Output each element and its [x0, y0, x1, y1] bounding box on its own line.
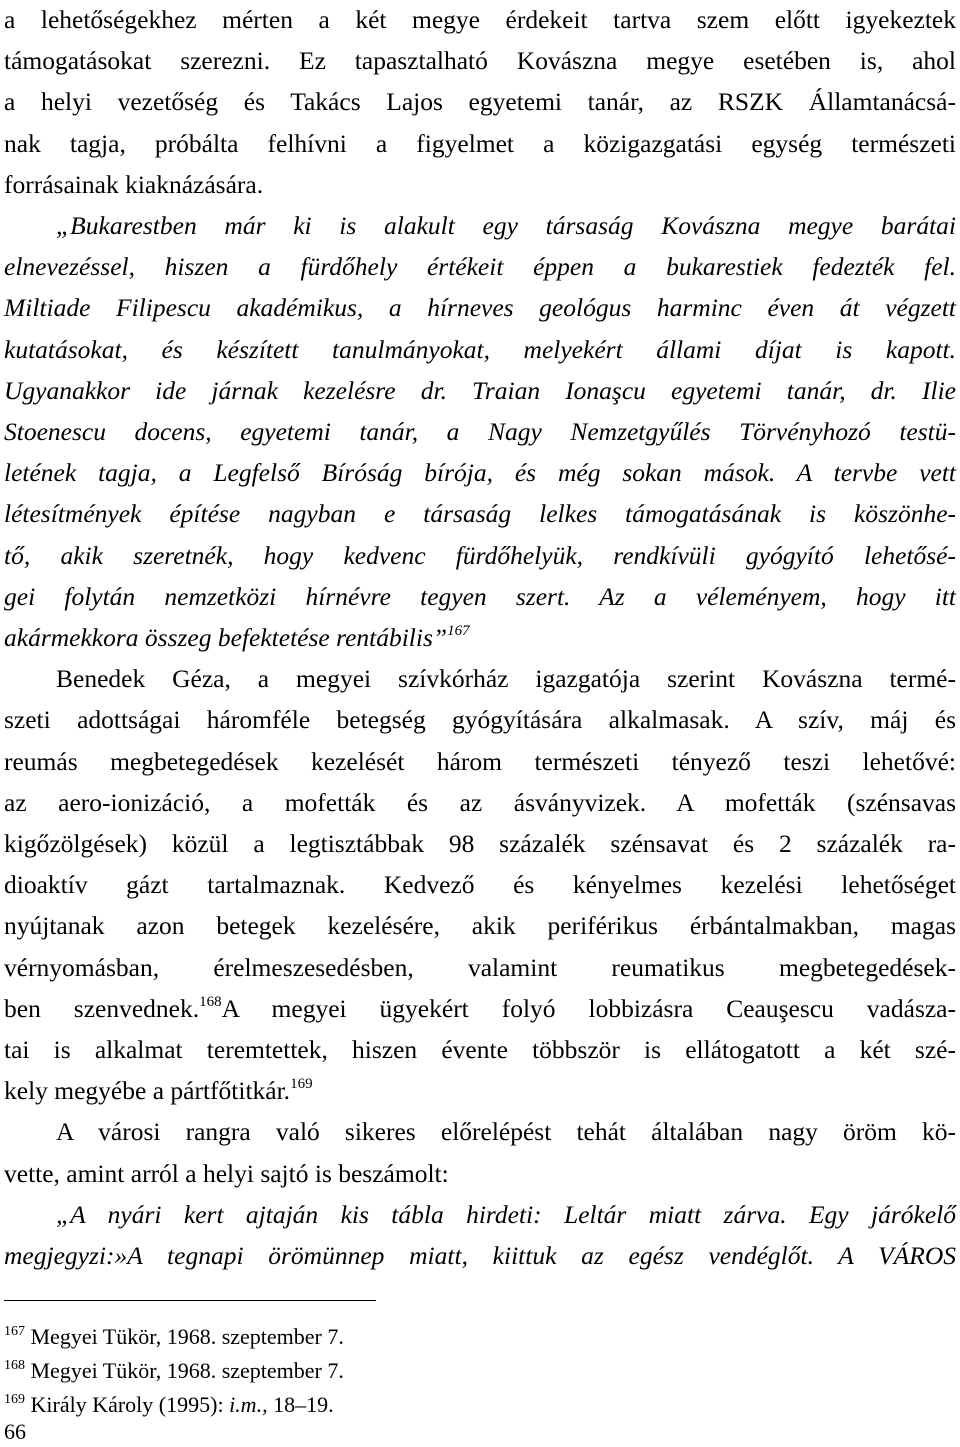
text-line	[4, 700, 956, 740]
text-span: kely megyébe a pártfőtitkár.	[4, 1076, 291, 1106]
text-line	[4, 494, 956, 534]
text-line	[4, 247, 956, 287]
text-line	[4, 989, 956, 1029]
text-line	[4, 82, 956, 122]
text-line	[56, 659, 956, 699]
footnote-number: 169	[4, 1392, 25, 1407]
text-span: vette, amint arról a helyi sajtó is beszámolt:	[4, 1158, 449, 1188]
text-span: dioaktív gázt tartalmaznak. Kedvező és kényelmes kezelési lehetőséget	[4, 870, 956, 900]
text-span: A megyei ügyekért folyó lobbizásra Ceauşescu vadásza-	[221, 993, 956, 1023]
footnote-number: 168	[4, 1358, 25, 1373]
text-span: létesítmények építése nagyban e társaság lelkes támogatásának is köszönhe-	[4, 499, 956, 529]
text-span: tő, akik szeretnék, hogy kedvenc fürdőhelyük, rendkívüli gyógyító lehetősé-	[4, 540, 956, 570]
text-span: ben szenvednek.	[4, 993, 200, 1023]
text-span: a lehetőségekhez mérten a két megye érdekeit tartva szem előtt igyekeztek	[4, 5, 956, 34]
text-line	[56, 1195, 956, 1235]
text-line	[4, 371, 956, 411]
text-line	[4, 41, 956, 81]
text-line	[4, 288, 956, 328]
text-span: nyújtanak azon betegek kezelésére, akik periférikus érbántalmakban, magas	[4, 911, 956, 941]
footnote-text: Király Károly (1995):	[25, 1392, 230, 1417]
text-line	[4, 1236, 956, 1276]
text-span: akármekkora összeg befektetése rentábilis”	[4, 623, 448, 652]
text-line	[4, 865, 956, 905]
text-span: a helyi vezetőség és Takács Lajos egyetemi tanár, az RSZK Államtanácsá-	[4, 87, 956, 117]
text-span: szeti adottságai háromféle betegség gyógyítására alkalmasak. A szív, máj és	[4, 705, 956, 735]
text-line	[4, 1030, 956, 1070]
text-line	[4, 783, 956, 823]
page-number: 66	[4, 1419, 26, 1444]
text-line	[56, 206, 956, 246]
text-line	[4, 906, 956, 946]
footnote-ref: 168	[199, 993, 222, 1010]
text-span: elnevezéssel, hiszen a fürdőhely értékeit éppen a bukarestiek fedezték fel.	[4, 252, 956, 282]
text-line	[4, 948, 956, 988]
footnote-text: 18–19.	[267, 1392, 334, 1417]
text-line	[4, 453, 956, 493]
text-span: az aero-ionizáció, a mofetták és az ásványvizek. A mofetták (szénsavas	[4, 787, 956, 817]
text-line	[4, 1154, 956, 1194]
text-span: A városi rangra való sikeres előrelépést tehát általában nagy öröm kö-	[56, 1117, 956, 1147]
footnote-number: 167	[4, 1324, 25, 1339]
footnote	[4, 1356, 904, 1386]
footnote-italic: i.m.,	[229, 1392, 268, 1417]
footnote-text: Megyei Tükör, 1968. szeptember 7.	[25, 1324, 344, 1349]
footnote-ref: 169	[290, 1076, 313, 1093]
text-line	[4, 412, 956, 452]
text-span: Ugyanakkor ide járnak kezelésre dr. Traian Ionaşcu egyetemi tanár, dr. Ilie	[4, 375, 956, 405]
text-span: vérnyomásban, érelmeszesedésben, valamint reumatikus megbetegedések-	[4, 952, 956, 982]
text-line	[4, 0, 956, 40]
footnote-separator	[4, 1300, 376, 1301]
text-span: tai is alkalmat teremtettek, hiszen évente többször is ellátogatott a két szé-	[4, 1035, 956, 1064]
text-span: Stoenescu docens, egyetemi tanár, a Nagy Nemzetgyűlés Törvényhozó testü-	[4, 417, 956, 446]
text-line	[4, 1071, 956, 1111]
text-line	[4, 824, 956, 864]
text-line	[56, 1112, 956, 1152]
text-line	[4, 536, 956, 576]
text-line	[4, 742, 956, 782]
text-span: kigőzölgések) közül a legtisztábbak 98 százalék szénsavat és 2 százalék ra-	[4, 829, 956, 858]
text-line	[4, 165, 956, 205]
text-span: forrásainak kiaknázására.	[4, 169, 264, 199]
text-span: gei folytán nemzetközi hírnévre tegyen szert. Az a véleményem, hogy itt	[4, 581, 956, 611]
text-line	[4, 330, 956, 370]
text-span: letének tagja, a Legfelső Bíróság bírója, és még sokan mások. A tervbe vett	[4, 458, 956, 488]
text-span: Benedek Géza, a megyei szívkórház igazgatója szerint Kovászna termé-	[56, 664, 956, 694]
text-span: támogatásokat szerezni. Ez tapasztalható Kovászna megye esetében is, ahol	[4, 46, 956, 76]
text-span: reumás megbetegedések kezelését három természeti tényező teszi lehetővé:	[4, 746, 956, 776]
text-span: Miltiade Filipescu akadémikus, a hírneves geológus harminc éven át végzett	[4, 293, 956, 323]
footnote-text: Megyei Tükör, 1968. szeptember 7.	[25, 1358, 344, 1383]
text-span: „A nyári kert ajtaján kis tábla hirdeti: Leltár miatt zárva. Egy járókelő	[56, 1199, 956, 1229]
text-span: „Bukarestben már ki is alakult egy társaság Kovászna megye barátai	[56, 211, 956, 240]
footnote	[4, 1322, 904, 1352]
text-line	[4, 577, 956, 617]
footnote-ref: 167	[447, 623, 470, 639]
text-span: nak tagja, próbálta felhívni a figyelmet a közigazgatási egység természeti	[4, 128, 956, 158]
footnote	[4, 1390, 904, 1420]
text-span: kutatásokat, és készített tanulmányokat, melyekért állami díjat is kapott.	[4, 334, 956, 364]
text-line	[4, 618, 956, 658]
text-line	[4, 124, 956, 164]
text-span: megjegyzi:»A tegnapi örömünnep miatt, kiittuk az egész vendéglőt. A VÁROS	[4, 1241, 956, 1270]
